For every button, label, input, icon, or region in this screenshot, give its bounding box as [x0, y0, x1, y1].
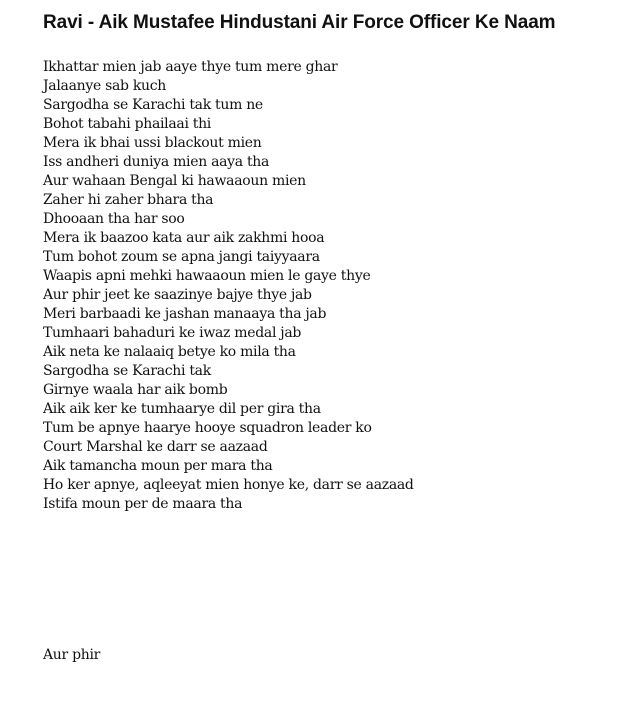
poem-line: Tum bohot zoum se apna jangi taiyyaara: [43, 249, 320, 265]
poem-line: Sargodha se Karachi tak tum ne: [43, 97, 263, 113]
poem-line: Aik tamancha moun per mara tha: [43, 458, 273, 474]
poem-line: Ho ker apnye, aqleeyat mien honye ke, darr se aazaad: [43, 477, 414, 493]
poem-line: Jalaanye sab kuch: [43, 78, 166, 94]
poem-line: Girnye waala har aik bomb: [43, 382, 228, 398]
poem-line: Istifa moun per de maara tha: [43, 496, 243, 512]
poem-coda: Aur phir: [43, 647, 101, 663]
poem-line: Sargodha se Karachi tak: [43, 363, 211, 379]
poem-body: [43, 58, 414, 514]
poem-line: Meri barbaadi ke jashan manaaya tha jab: [43, 306, 327, 322]
poem-line: Court Marshal ke darr se aazaad: [43, 439, 268, 455]
poem-line: Tum be apnye haarye hooye squadron leader ko: [43, 420, 372, 436]
poem-line: Bohot tabahi phailaai thi: [43, 116, 211, 132]
poem-line: Aik aik ker ke tumhaarye dil per gira tha: [43, 401, 321, 417]
poem-line: Tumhaari bahaduri ke iwaz medal jab: [43, 325, 302, 341]
poem-line: Aur phir jeet ke saazinye bajye thye jab: [43, 287, 312, 303]
poem-line: Aik neta ke nalaaiq betye ko mila tha: [43, 344, 296, 360]
poem-line: Iss andheri duniya mien aaya tha: [43, 154, 270, 170]
poem-line: Dhooaan tha har soo: [43, 211, 185, 227]
poem-line: Mera ik baazoo kata aur aik zakhmi hooa: [43, 230, 325, 246]
poem-line: Ikhattar mien jab aaye thye tum mere ghar: [43, 59, 338, 75]
poem-title: Ravi - Aik Mustafee Hindustani Air Force Officer Ke Naam: [43, 12, 556, 33]
poem-line: Zaher hi zaher bhara tha: [43, 192, 214, 208]
poem-line: Mera ik bhai ussi blackout mien: [43, 135, 262, 151]
poem-line: Waapis apni mehki hawaaoun mien le gaye thye: [43, 268, 371, 284]
poem-line: Aur wahaan Bengal ki hawaaoun mien: [43, 173, 306, 189]
